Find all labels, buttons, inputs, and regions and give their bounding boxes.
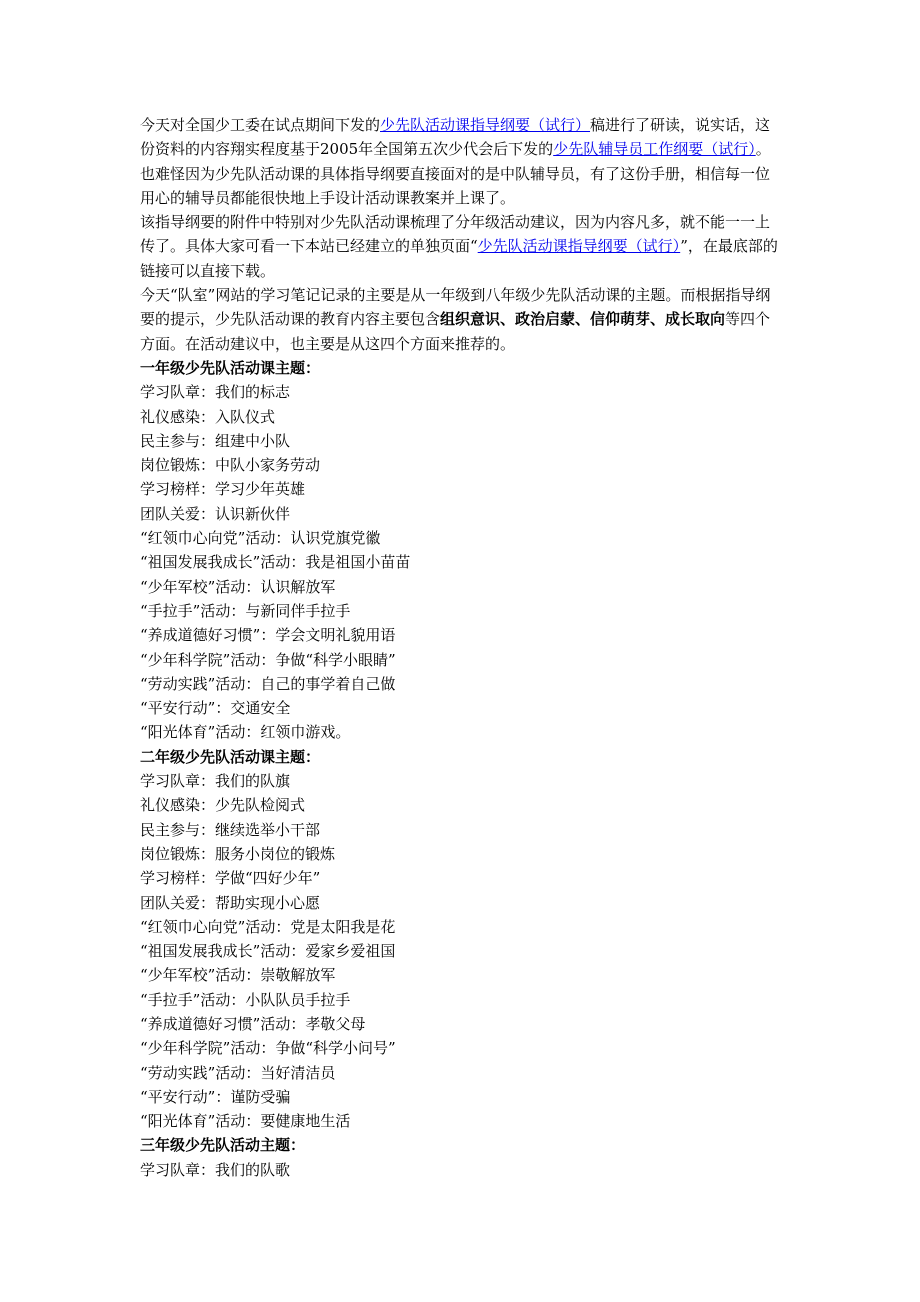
list-item: “红领巾心向党”活动：认识党旗党徽 [140,529,381,548]
list-item: “少年科学院”活动：争做“科学小眼睛” [140,650,396,669]
list-item: “手拉手”活动：小队队员手拉手 [140,990,351,1009]
list-item: “平安行动”：谨防受骗 [140,1087,291,1106]
list-item: “阳光体育”活动：红领巾游戏。 [140,723,351,742]
grade2-heading: 二年级少先队活动课主题： [140,747,321,766]
intro-p3-text-1: 今天“队室”网站的学习笔记记录的主要是从一年级到八年级少先队活动课的主题。而根据指导纲要的提示，少先队活动课的教育内容主要包含 [140,286,771,329]
list-item: “祖国发展我成长”活动：爱家乡爱祖国 [140,942,396,961]
grade3-heading: 三年级少先队活动主题： [140,1136,306,1155]
list-item: 民主参与：组建中小队 [140,431,291,450]
intro-p1-text-2: 稿进行了研读，说实话，这份资料的内容翔实程度基于2005年全国第五次少代会后下发的 [140,116,771,159]
counselor-guideline-link[interactable]: 少先队辅导员工作纲要（试行） [553,140,756,159]
guideline-link[interactable]: 少先队活动课指导纲要（试行） [380,116,591,134]
grade2-section [140,745,780,1134]
list-item: “祖国发展我成长”活动：我是祖国小苗苗 [140,553,411,572]
list-item: “劳动实践”活动：自己的事学着自己做 [140,674,396,693]
list-item: 民主参与：继续选举小干部 [140,820,321,839]
list-item: “劳动实践”活动：当好清洁员 [140,1063,336,1082]
grade1-heading: 一年级少先队活动课主题： [140,358,321,377]
intro-p3-bold-text: 组织意识、政治启蒙、信仰萌芽、成长取向 [440,310,726,329]
grade3-section [140,1133,780,1182]
list-item: 团队关爱：认识新伙伴 [140,504,291,523]
list-item: 学习队章：我们的队歌 [140,1160,291,1179]
list-item: 学习队章：我们的队旗 [140,772,291,791]
list-item: “阳光体育”活动：要健康地生活 [140,1112,351,1131]
guideline-page-link[interactable]: 少先队活动课指导纲要（试行） [477,237,681,256]
list-item: 团队关爱：帮助实现小心愿 [140,893,321,912]
intro-p2-text-2: ”，在最底部的链接可以直接下载。 [140,237,778,280]
list-item: “养成道德好习惯”：学会文明礼貌用语 [140,626,396,645]
intro-paragraph-2 [140,210,780,283]
intro-p2-text-1: 该指导纲要的附件中特别对少先队活动课梳理了分年级活动建议，因为内容凡多，就不能一一上传了。具体大家可看一下本站已经建立的单独页面“ [140,213,771,256]
list-item: 礼仪感染：入队仪式 [140,407,276,426]
list-item: 学习队章：我们的标志 [140,383,291,402]
list-item: “少年军校”活动：崇敬解放军 [140,966,336,985]
list-item: “少年军校”活动：认识解放军 [140,577,336,596]
list-item: 岗位锻炼：中队小家务劳动 [140,456,321,475]
list-item: 岗位锻炼：服务小岗位的锻炼 [140,844,336,863]
intro-p3-text-2: 等四个方面。在活动建议中，也主要是从这四个方面来推荐的。 [140,310,771,353]
list-item: “养成道德好习惯”活动：孝敬父母 [140,1014,366,1033]
document-page [140,113,780,1182]
list-item: 学习榜样：学做“四好少年” [140,869,321,888]
intro-paragraph-1 [140,113,780,210]
grade1-section [140,356,780,745]
intro-p1-text-3: 。也难怪因为少先队活动课的具体指导纲要直接面对的是中队辅导员，有了这份手册，相信每一位用心的辅导员都能很快地上手设计活动课教案并上课了。 [140,140,771,207]
list-item: 礼仪感染：少先队检阅式 [140,796,306,815]
list-item: 学习榜样：学习少年英雄 [140,480,306,499]
list-item: “红领巾心向党”活动：党是太阳我是花 [140,917,396,936]
intro-p1-text-1: 今天对全国少工委在试点期间下发的 [140,116,381,134]
list-item: “平安行动”：交通安全 [140,699,291,718]
list-item: “少年科学院”活动：争做“科学小问号” [140,1039,396,1058]
intro-paragraph-3 [140,283,780,356]
list-item: “手拉手”活动：与新同伴手拉手 [140,601,351,620]
